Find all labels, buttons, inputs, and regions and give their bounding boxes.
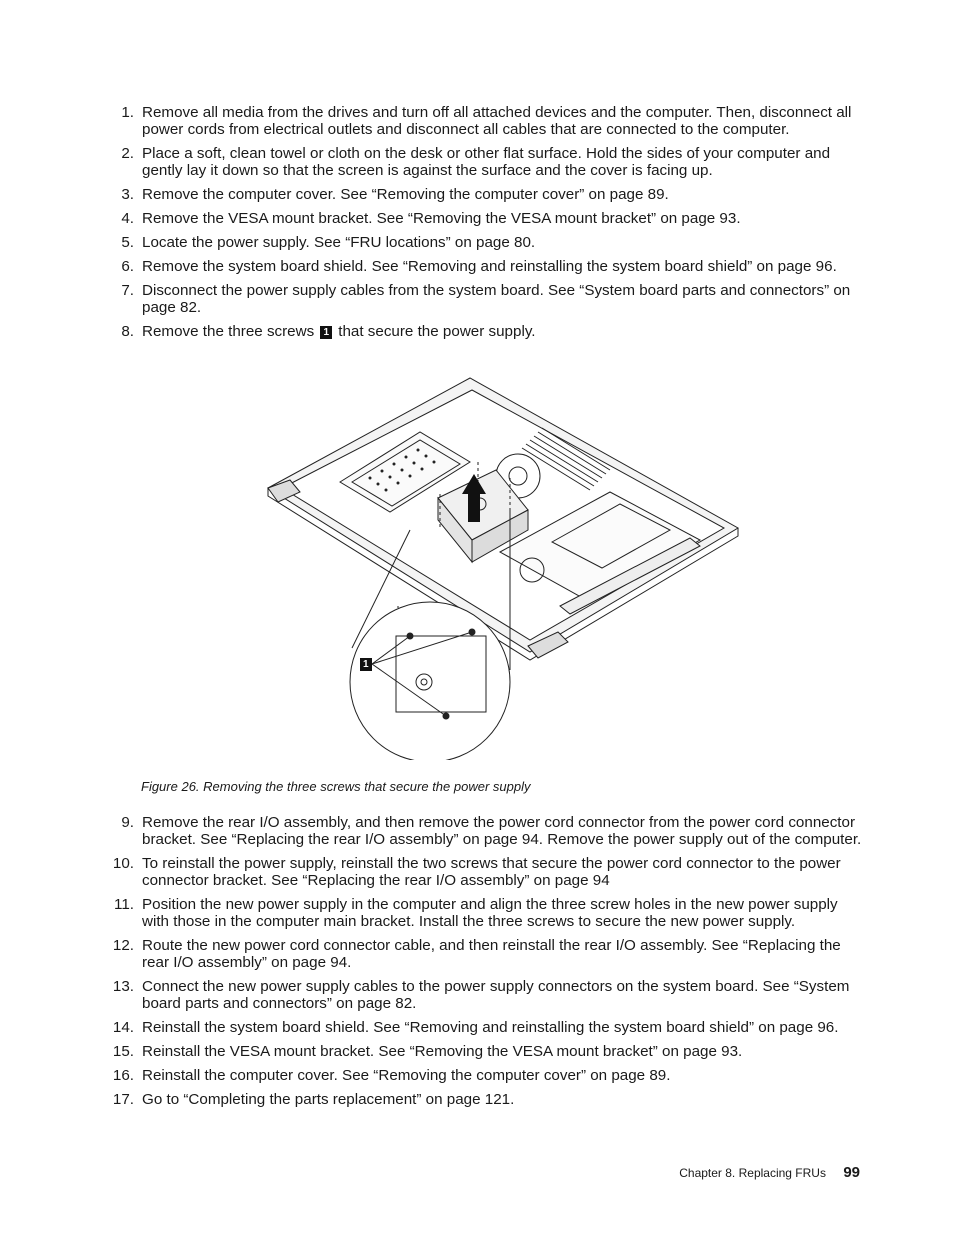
step-item: 14. Reinstall the system board shield. See “Removing and reinstalling the system board shield” on page 96. <box>112 1019 839 1036</box>
step-item: 2. Place a soft, clean towel or cloth on the desk or other flat surface. Hold the sides of your computer and gently lay it down so that the screen is against the surface and the cover is facing up. <box>121 145 831 179</box>
step-item: 15. Reinstall the VESA mount bracket. See “Removing the VESA mount bracket” on page 93. <box>112 1043 743 1060</box>
step-item: 9. Remove the rear I/O assembly, and then remove the power cord connector from the power cord connector bracket. See “Replacing the rear I/O assembly” on page 94. Remove the power supply out of the computer. <box>121 814 862 848</box>
power-supply-figure <box>260 370 750 760</box>
step-item: 5. Locate the power supply. See “FRU locations” on page 80. <box>121 234 536 251</box>
step-item: 4. Remove the VESA mount bracket. See “Removing the VESA mount bracket” on page 93. <box>121 210 741 227</box>
detail-power-supply <box>396 636 486 712</box>
step-item: 16. Reinstall the computer cover. See “Removing the computer cover” on page 89. <box>112 1067 671 1084</box>
page-footer <box>679 1164 860 1181</box>
page-number: 99 <box>843 1164 860 1181</box>
computer-illustration <box>260 370 750 760</box>
chapter-label: Chapter 8. Replacing FRUs <box>679 1166 826 1180</box>
step-item-8: 8. Remove the three screws 1 that secure the power supply. <box>121 323 536 340</box>
step-item: 13. Connect the new power supply cables to the power supply connectors on the system board. See “System board parts and connectors” on page 82. <box>112 978 850 1012</box>
callout-badge: 1 <box>320 326 332 339</box>
step-item: 11. Position the new power supply in the computer and align the three screw holes in the new power supply with those in the computer main bracket. Install the three screws to secure the new power supply. <box>114 896 838 930</box>
figure-caption: Figure 26. Removing the three screws that secure the power supply <box>141 779 531 794</box>
steps-list-part-2 <box>108 814 868 1115</box>
step-item: 17. Go to “Completing the parts replacement” on page 121. <box>112 1091 515 1108</box>
step-item: 6. Remove the system board shield. See “Removing and reinstalling the system board shield” on page 96. <box>121 258 837 275</box>
steps-list-part-1 <box>108 104 868 347</box>
step-item: 1. Remove all media from the drives and turn off all attached devices and the computer. Then, disconnect all power cords from electrical outlets and disconnect all cables that are connected to the computer. <box>121 104 852 138</box>
step-item: 7. Disconnect the power supply cables from the system board. See “System board parts and connectors” on page 82. <box>121 282 851 316</box>
step-item: 10. To reinstall the power supply, reinstall the two screws that secure the power cord connector to the power connector bracket. See “Replacing the rear I/O assembly” on page 94 <box>112 855 841 889</box>
step-item: 12. Route the new power cord connector cable, and then reinstall the rear I/O assembly. See “Replacing the rear I/O assembly” on page 94. <box>112 937 841 971</box>
figure-callout-badge: 1 <box>360 658 372 671</box>
step-item: 3. Remove the computer cover. See “Removing the computer cover” on page 89. <box>121 186 669 203</box>
